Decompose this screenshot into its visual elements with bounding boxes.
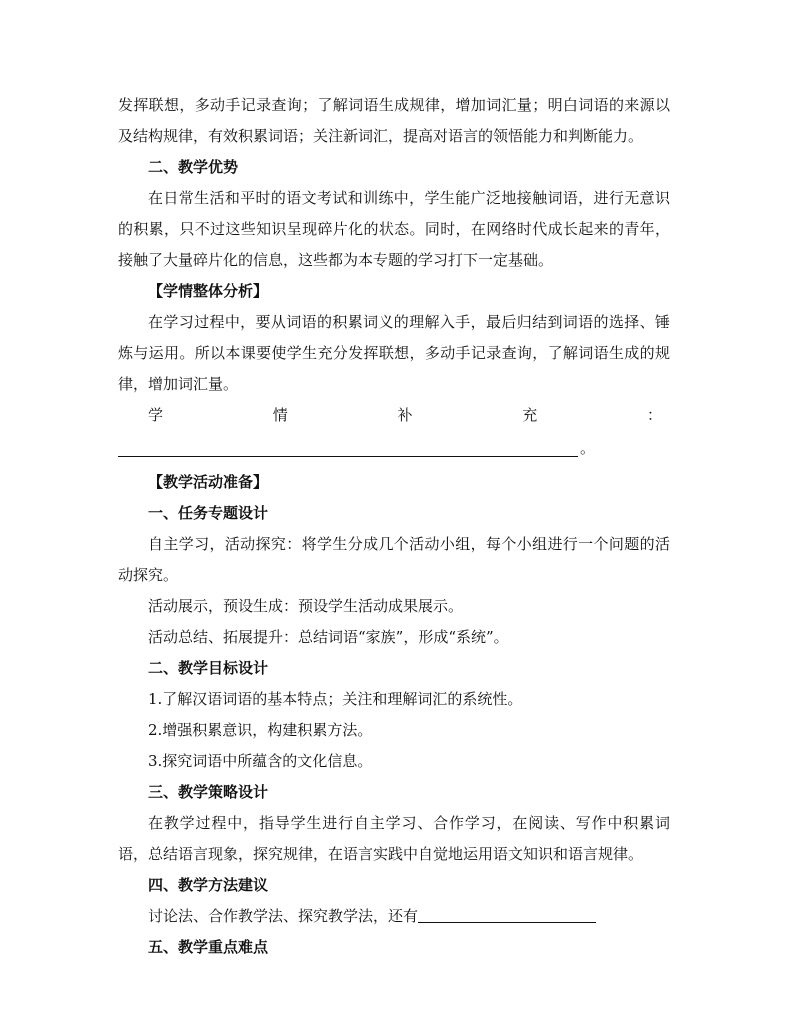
paragraph-method — [118, 901, 670, 932]
method-text: 讨论法、合作教学法、探究教学法，还有 — [148, 907, 419, 925]
supplement-label — [118, 400, 670, 431]
paragraph-advantage: 在日常生活和平时的语文考试和训练中，学生能广泛地接触词语，进行无意识的积累，只不过这些知识呈现碎片化的状态。同时，在网络时代成长起来的青年，接触了大量碎片化的信息，这些都为本专题的学习打下一定基础。 — [118, 189, 670, 269]
paragraph-task-1: 自主学习，活动探究：将学生分成几个活动小组，每个小组进行一个问题的活动探究。 — [118, 535, 670, 584]
heading-learning-analysis: 【学情整体分析】 — [148, 282, 269, 300]
heading-method-suggestion: 四、教学方法建议 — [148, 876, 269, 894]
supplement-char-5: ： — [646, 406, 662, 424]
paragraph-intro-continued: 发挥联想，多动手记录查询；了解词语生成规律，增加词汇量；明白词语的来源以及结构规律，有效积累词语；关注新词汇，提高对语言的领悟能力和判断能力。 — [118, 96, 670, 145]
supplement-char-3: 补 — [397, 406, 413, 424]
heading-strategy-design: 三、教学策略设计 — [148, 783, 269, 801]
heading-goal-design: 二、教学目标设计 — [148, 659, 269, 677]
goal-item-1: 1.了解汉语词语的基本特点；关注和理解词汇的系统性。 — [148, 690, 523, 708]
paragraph-strategy: 在教学过程中，指导学生进行自主学习、合作学习，在阅读、写作中积累词语，总结语言现象，探究规律，在语言实践中自觉地运用语文知识和语言规律。 — [118, 814, 670, 863]
document-page — [118, 90, 670, 963]
heading-task-design: 一、任务专题设计 — [148, 504, 269, 522]
heading-key-difficulties: 五、教学重点难点 — [148, 938, 269, 956]
paragraph-task-3: 活动总结、拓展提升：总结词语“家族”，形成“系统”。 — [148, 628, 509, 646]
supplement-char-2: 情 — [272, 406, 288, 424]
heading-teaching-advantage: 二、教学优势 — [148, 158, 239, 176]
goal-item-2: 2.增强积累意识，构建积累方法。 — [148, 721, 373, 739]
supplement-char-1: 学 — [148, 406, 164, 424]
supplement-blank[interactable] — [118, 438, 578, 457]
supplement-end-mark: 。 — [580, 439, 596, 457]
heading-activity-prep: 【教学活动准备】 — [148, 473, 269, 491]
supplement-fill-line[interactable] — [118, 431, 670, 457]
method-blank[interactable] — [418, 906, 596, 923]
paragraph-task-2: 活动展示，预设生成：预设学生活动成果展示。 — [148, 597, 464, 615]
supplement-char-4: 充 — [522, 406, 538, 424]
goal-item-3: 3.探究词语中所蕴含的文化信息。 — [148, 752, 373, 770]
paragraph-analysis: 在学习过程中，要从词语的积累词义的理解入手，最后归结到词语的选择、锤炼与运用。所以本课要使学生充分发挥联想，多动手记录查询，了解词语生成的规律，增加词汇量。 — [118, 313, 670, 393]
